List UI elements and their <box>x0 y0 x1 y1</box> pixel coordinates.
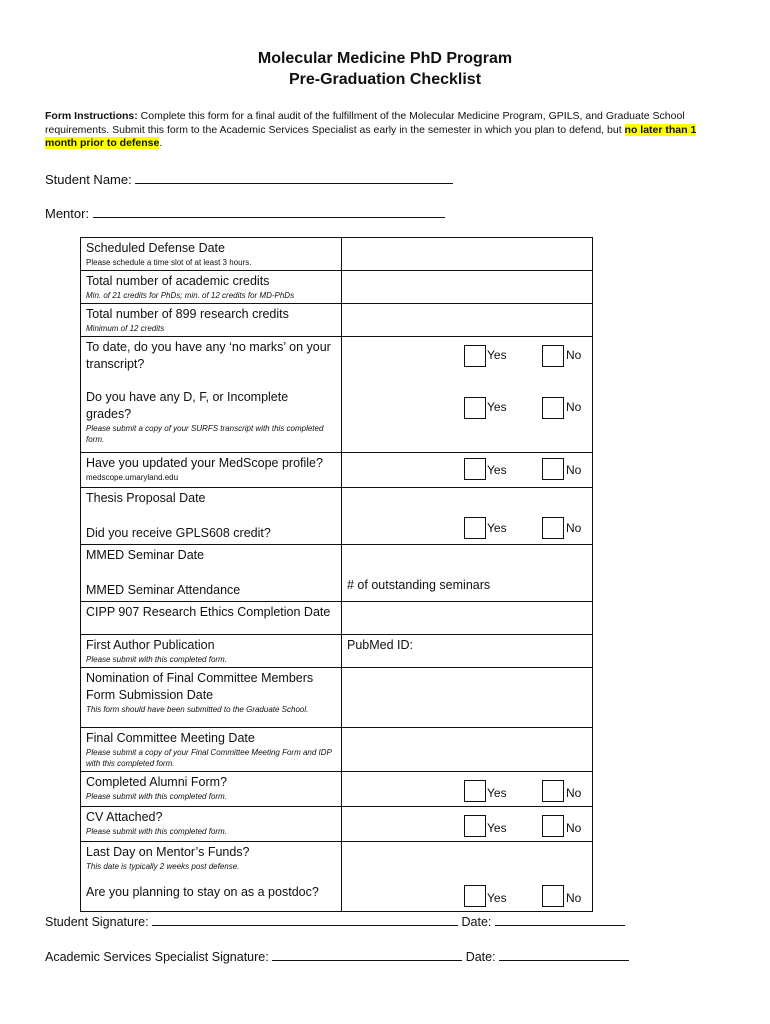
instructions-end: . <box>159 137 163 149</box>
no-marks-label: To date, do you have any ‘no marks’ on your transcript? <box>86 340 331 371</box>
postdoc-yes-label: Yes <box>487 891 507 905</box>
gpls608-label: Did you receive GPLS608 credit? <box>86 526 271 540</box>
grades-note: Please submit a copy of your SURFS transcript with this completed form. <box>86 424 324 444</box>
postdoc-no-checkbox[interactable] <box>542 885 564 907</box>
medscope-no-checkbox[interactable] <box>542 458 564 480</box>
instructions-text: Complete this form for a final audit of the fulfillment of the Molecular Medicine Program, GPILS, and Graduate School requirements. Submit this form to the Academic Services Specialist as early in the semester in which you plan to defend, but <box>45 110 685 136</box>
table-row <box>81 635 593 668</box>
research-credits-label: Total number of 899 research credits <box>86 307 289 321</box>
grades-no-label: No <box>566 400 582 414</box>
committee-meeting-note: Please submit a copy of your Final Committee Meeting Form and IDP with this completed form. <box>86 748 332 768</box>
table-row <box>81 807 593 842</box>
grades-yes-checkbox[interactable] <box>464 397 486 419</box>
student-name-label: Student Name: <box>45 172 132 187</box>
student-date-line[interactable] <box>495 913 625 926</box>
medscope-yes-checkbox[interactable] <box>464 458 486 480</box>
research-credits-note: Minimum of 12 credits <box>86 324 165 333</box>
table-row <box>81 842 593 912</box>
defense-date-input[interactable] <box>342 238 593 271</box>
publication-label: First Author Publication <box>86 638 215 652</box>
table-row <box>81 602 593 635</box>
mentor-field <box>45 205 445 221</box>
gpls608-yes-checkbox[interactable] <box>464 517 486 539</box>
student-name-line[interactable] <box>135 171 453 184</box>
specialist-signature-label: Academic Services Specialist Signature: <box>45 950 269 964</box>
table-row <box>81 304 593 337</box>
nomination-label: Nomination of Final Committee Members Form Submission Date <box>86 671 314 702</box>
cv-no-label: No <box>566 821 582 835</box>
cv-label: CV Attached? <box>86 810 163 824</box>
specialist-signature-line[interactable] <box>272 948 462 961</box>
mentor-label: Mentor: <box>45 206 90 221</box>
gpls608-no-checkbox[interactable] <box>542 517 564 539</box>
mentor-line[interactable] <box>93 205 445 218</box>
specialist-date-line[interactable] <box>499 948 629 961</box>
table-row <box>81 545 593 602</box>
table-row <box>81 668 593 728</box>
academic-credits-label: Total number of academic credits <box>86 274 270 288</box>
cv-no-checkbox[interactable] <box>542 815 564 837</box>
instructions-label: Form Instructions: <box>45 110 138 122</box>
instructions-deadline: no later than 1 month prior to defense <box>45 123 697 149</box>
committee-meeting-input[interactable] <box>342 728 593 772</box>
table-row <box>81 453 593 488</box>
no-marks-yes-checkbox[interactable] <box>464 345 486 367</box>
form-instructions <box>45 110 730 151</box>
table-row <box>81 488 593 545</box>
academic-credits-note: Min. of 21 credits for PhDs; min. of 12 credits for MD-PhDs <box>86 291 295 300</box>
student-signature-line[interactable] <box>152 913 458 926</box>
defense-date-label: Scheduled Defense Date <box>86 241 225 255</box>
checklist-table <box>80 237 593 912</box>
student-signature-label: Student Signature: <box>45 915 149 929</box>
cv-note: Please submit with this completed form. <box>86 827 227 836</box>
no-marks-yes-label: Yes <box>487 348 507 362</box>
cv-yes-checkbox[interactable] <box>464 815 486 837</box>
postdoc-yes-checkbox[interactable] <box>464 885 486 907</box>
form-title: Molecular Medicine PhD Program <box>257 50 513 67</box>
outstanding-seminars-label: # of outstanding seminars <box>347 578 491 592</box>
research-credits-input[interactable] <box>342 304 593 337</box>
nomination-input[interactable] <box>342 668 593 728</box>
nomination-note: This form should have been submitted to the Graduate School. <box>86 705 309 714</box>
table-row <box>81 337 593 453</box>
table-row <box>81 728 593 772</box>
form-subtitle: Pre-Graduation Checklist <box>288 71 482 88</box>
mentor-funds-note: This date is typically 2 weeks post defense. <box>86 862 240 871</box>
no-marks-no-checkbox[interactable] <box>542 345 564 367</box>
alumni-no-checkbox[interactable] <box>542 780 564 802</box>
cv-yes-label: Yes <box>487 821 507 835</box>
alumni-form-note: Please submit with this completed form. <box>86 792 227 801</box>
alumni-yes-checkbox[interactable] <box>464 780 486 802</box>
postdoc-no-label: No <box>566 891 582 905</box>
medscope-no-label: No <box>566 463 582 477</box>
committee-meeting-label: Final Committee Meeting Date <box>86 731 255 745</box>
no-marks-no-label: No <box>566 348 582 362</box>
specialist-date-label: Date: <box>465 950 496 964</box>
alumni-no-label: No <box>566 786 582 800</box>
postdoc-label: Are you planning to stay on as a postdoc? <box>86 885 319 899</box>
pubmed-input[interactable] <box>342 635 593 668</box>
alumni-form-label: Completed Alumni Form? <box>86 775 228 789</box>
gpls608-no-label: No <box>566 521 582 535</box>
medscope-label: Have you updated your MedScope profile? <box>86 456 323 470</box>
student-signature-field <box>45 913 625 929</box>
seminar-date-label: MMED Seminar Date <box>86 548 205 562</box>
gpls608-yes-label: Yes <box>487 521 507 535</box>
academic-credits-input[interactable] <box>342 271 593 304</box>
pubmed-id-label: PubMed ID: <box>347 638 414 652</box>
cipp-label: CIPP 907 Research Ethics Completion Date <box>86 605 331 619</box>
publication-note: Please submit with this completed form. <box>86 655 227 664</box>
table-row <box>81 271 593 304</box>
table-row <box>81 238 593 271</box>
grades-no-checkbox[interactable] <box>542 397 564 419</box>
medscope-yes-label: Yes <box>487 463 507 477</box>
seminar-input[interactable] <box>342 545 593 602</box>
student-name-field <box>45 171 453 187</box>
seminar-attendance-label: MMED Seminar Attendance <box>86 583 241 597</box>
student-date-label: Date: <box>461 915 492 929</box>
cipp-input[interactable] <box>342 602 593 635</box>
medscope-link[interactable]: medscope.umaryland.edu <box>86 473 179 482</box>
grades-yes-label: Yes <box>487 400 507 414</box>
thesis-proposal-label: Thesis Proposal Date <box>86 491 206 505</box>
table-row <box>81 772 593 807</box>
specialist-signature-field <box>45 948 629 964</box>
mentor-funds-label: Last Day on Mentor’s Funds? <box>86 845 250 859</box>
grades-label: Do you have any D, F, or Incomplete grades? <box>86 390 289 421</box>
alumni-yes-label: Yes <box>487 786 507 800</box>
defense-date-note: Please schedule a time slot of at least 3 hours. <box>86 258 252 267</box>
